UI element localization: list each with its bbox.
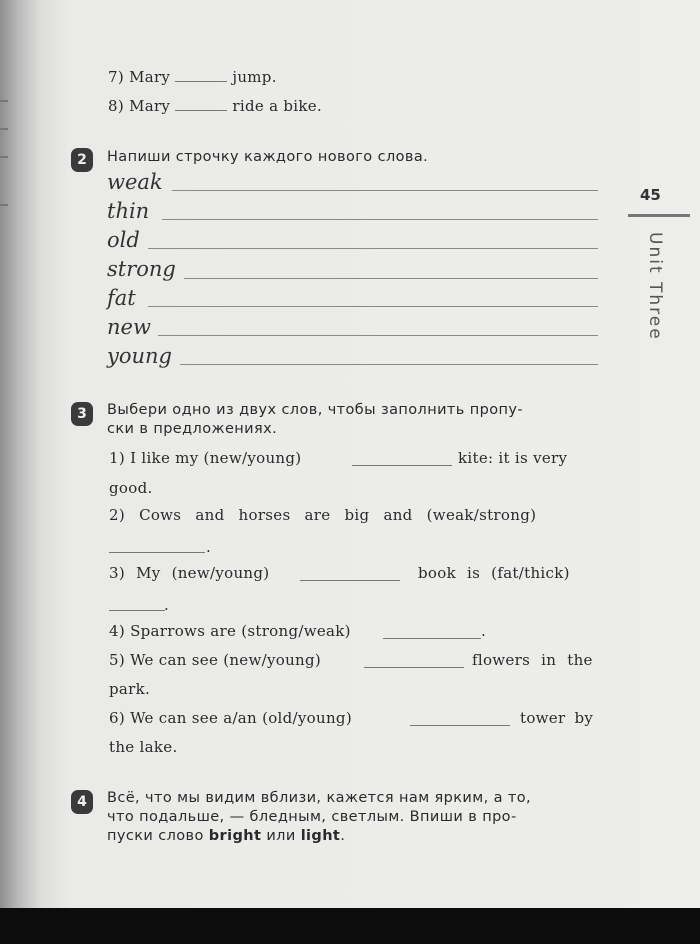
word-weak: weak [107, 170, 163, 194]
sentence-6-end: tower by [520, 709, 594, 727]
writing-line-thin[interactable] [162, 219, 598, 220]
word-new: new [107, 315, 151, 339]
exercise-3-instruction-1: Выбери одно из двух слов, чтобы заполнить пропу- [107, 402, 523, 418]
sentence-3-period: . [164, 596, 170, 614]
page-number: 45 [640, 186, 661, 204]
sentence-1-cont: good. [109, 479, 153, 497]
exercise-4-period: . [340, 828, 346, 844]
writing-line-new[interactable] [158, 335, 598, 336]
item-7-suffix: jump. [232, 68, 277, 86]
sentence-3-end: book is (fat/thick) [418, 564, 570, 582]
unit-side-label: Unit Three [645, 232, 665, 341]
sentence-5-blank[interactable] [364, 653, 464, 668]
word-fat: fat [107, 286, 136, 310]
exercise-4-line-1: Всё, что мы видим вблизи, кажется нам ярким, а то, [107, 790, 532, 806]
item-7-blank[interactable] [175, 67, 227, 82]
exercise-4-marker: 4 [71, 790, 93, 814]
sentence-2-start: 2) Cows and horses are big and (weak/strong) [109, 506, 537, 524]
item-8-suffix: ride a bike. [232, 97, 323, 115]
writing-line-old[interactable] [148, 248, 598, 249]
word-light: light [300, 828, 341, 844]
sentence-5-end: flowers in the [472, 651, 593, 669]
page-number-rule [628, 214, 690, 217]
sentence-3-blank-1[interactable] [300, 566, 400, 581]
word-old: old [107, 228, 140, 252]
sentence-2-period: . [206, 538, 212, 556]
sentence-4-blank[interactable] [383, 624, 481, 639]
item-8-prefix: 8) Mary [108, 97, 171, 115]
writing-line-weak[interactable] [172, 190, 598, 191]
sentence-1-end: kite: it is very [458, 449, 568, 467]
exercise-4-line-3 [107, 827, 345, 846]
exercise-4-line-2: что подальше, — бледным, светлым. Впиши в про- [107, 809, 517, 825]
item-8 [108, 96, 322, 115]
sentence-6-start: 6) We can see a/an (old/young) [109, 709, 352, 727]
spine-shadow [0, 100, 10, 220]
exercise-2-marker: 2 [71, 148, 93, 172]
sentence-3-start: 3) My (new/young) [109, 564, 270, 582]
sentence-3-blank-2[interactable] [109, 596, 165, 611]
item-8-blank[interactable] [175, 96, 227, 111]
sentence-2-blank[interactable] [109, 538, 205, 553]
exercise-3-marker: 3 [71, 402, 93, 426]
writing-line-strong[interactable] [184, 278, 598, 279]
item-7 [108, 67, 277, 86]
word-strong: strong [107, 257, 176, 281]
sentence-4-start: 4) Sparrows are (strong/weak) [109, 622, 351, 640]
exercise-3-instruction-2: ски в предложениях. [107, 421, 278, 437]
exercise-2-instruction: Напиши строчку каждого нового слова. [107, 149, 429, 165]
sentence-1-start: 1) I like my (new/young) [109, 449, 302, 467]
sentence-4-period: . [481, 622, 487, 640]
word-young: young [107, 344, 172, 368]
writing-line-young[interactable] [180, 364, 598, 365]
word-thin: thin [107, 199, 150, 223]
scan-bottom-border [0, 908, 700, 944]
sentence-5-start: 5) We can see (new/young) [109, 651, 322, 669]
sentence-5-cont: park. [109, 680, 151, 698]
word-or: или [266, 828, 296, 844]
writing-line-fat[interactable] [148, 306, 598, 307]
sentence-1-blank[interactable] [352, 451, 452, 466]
exercise-4-line-3-start: пуски слово [107, 828, 204, 844]
sentence-6-blank[interactable] [410, 711, 510, 726]
sentence-6-cont: the lake. [109, 738, 178, 756]
item-7-prefix: 7) Mary [108, 68, 171, 86]
word-bright: bright [208, 828, 262, 844]
